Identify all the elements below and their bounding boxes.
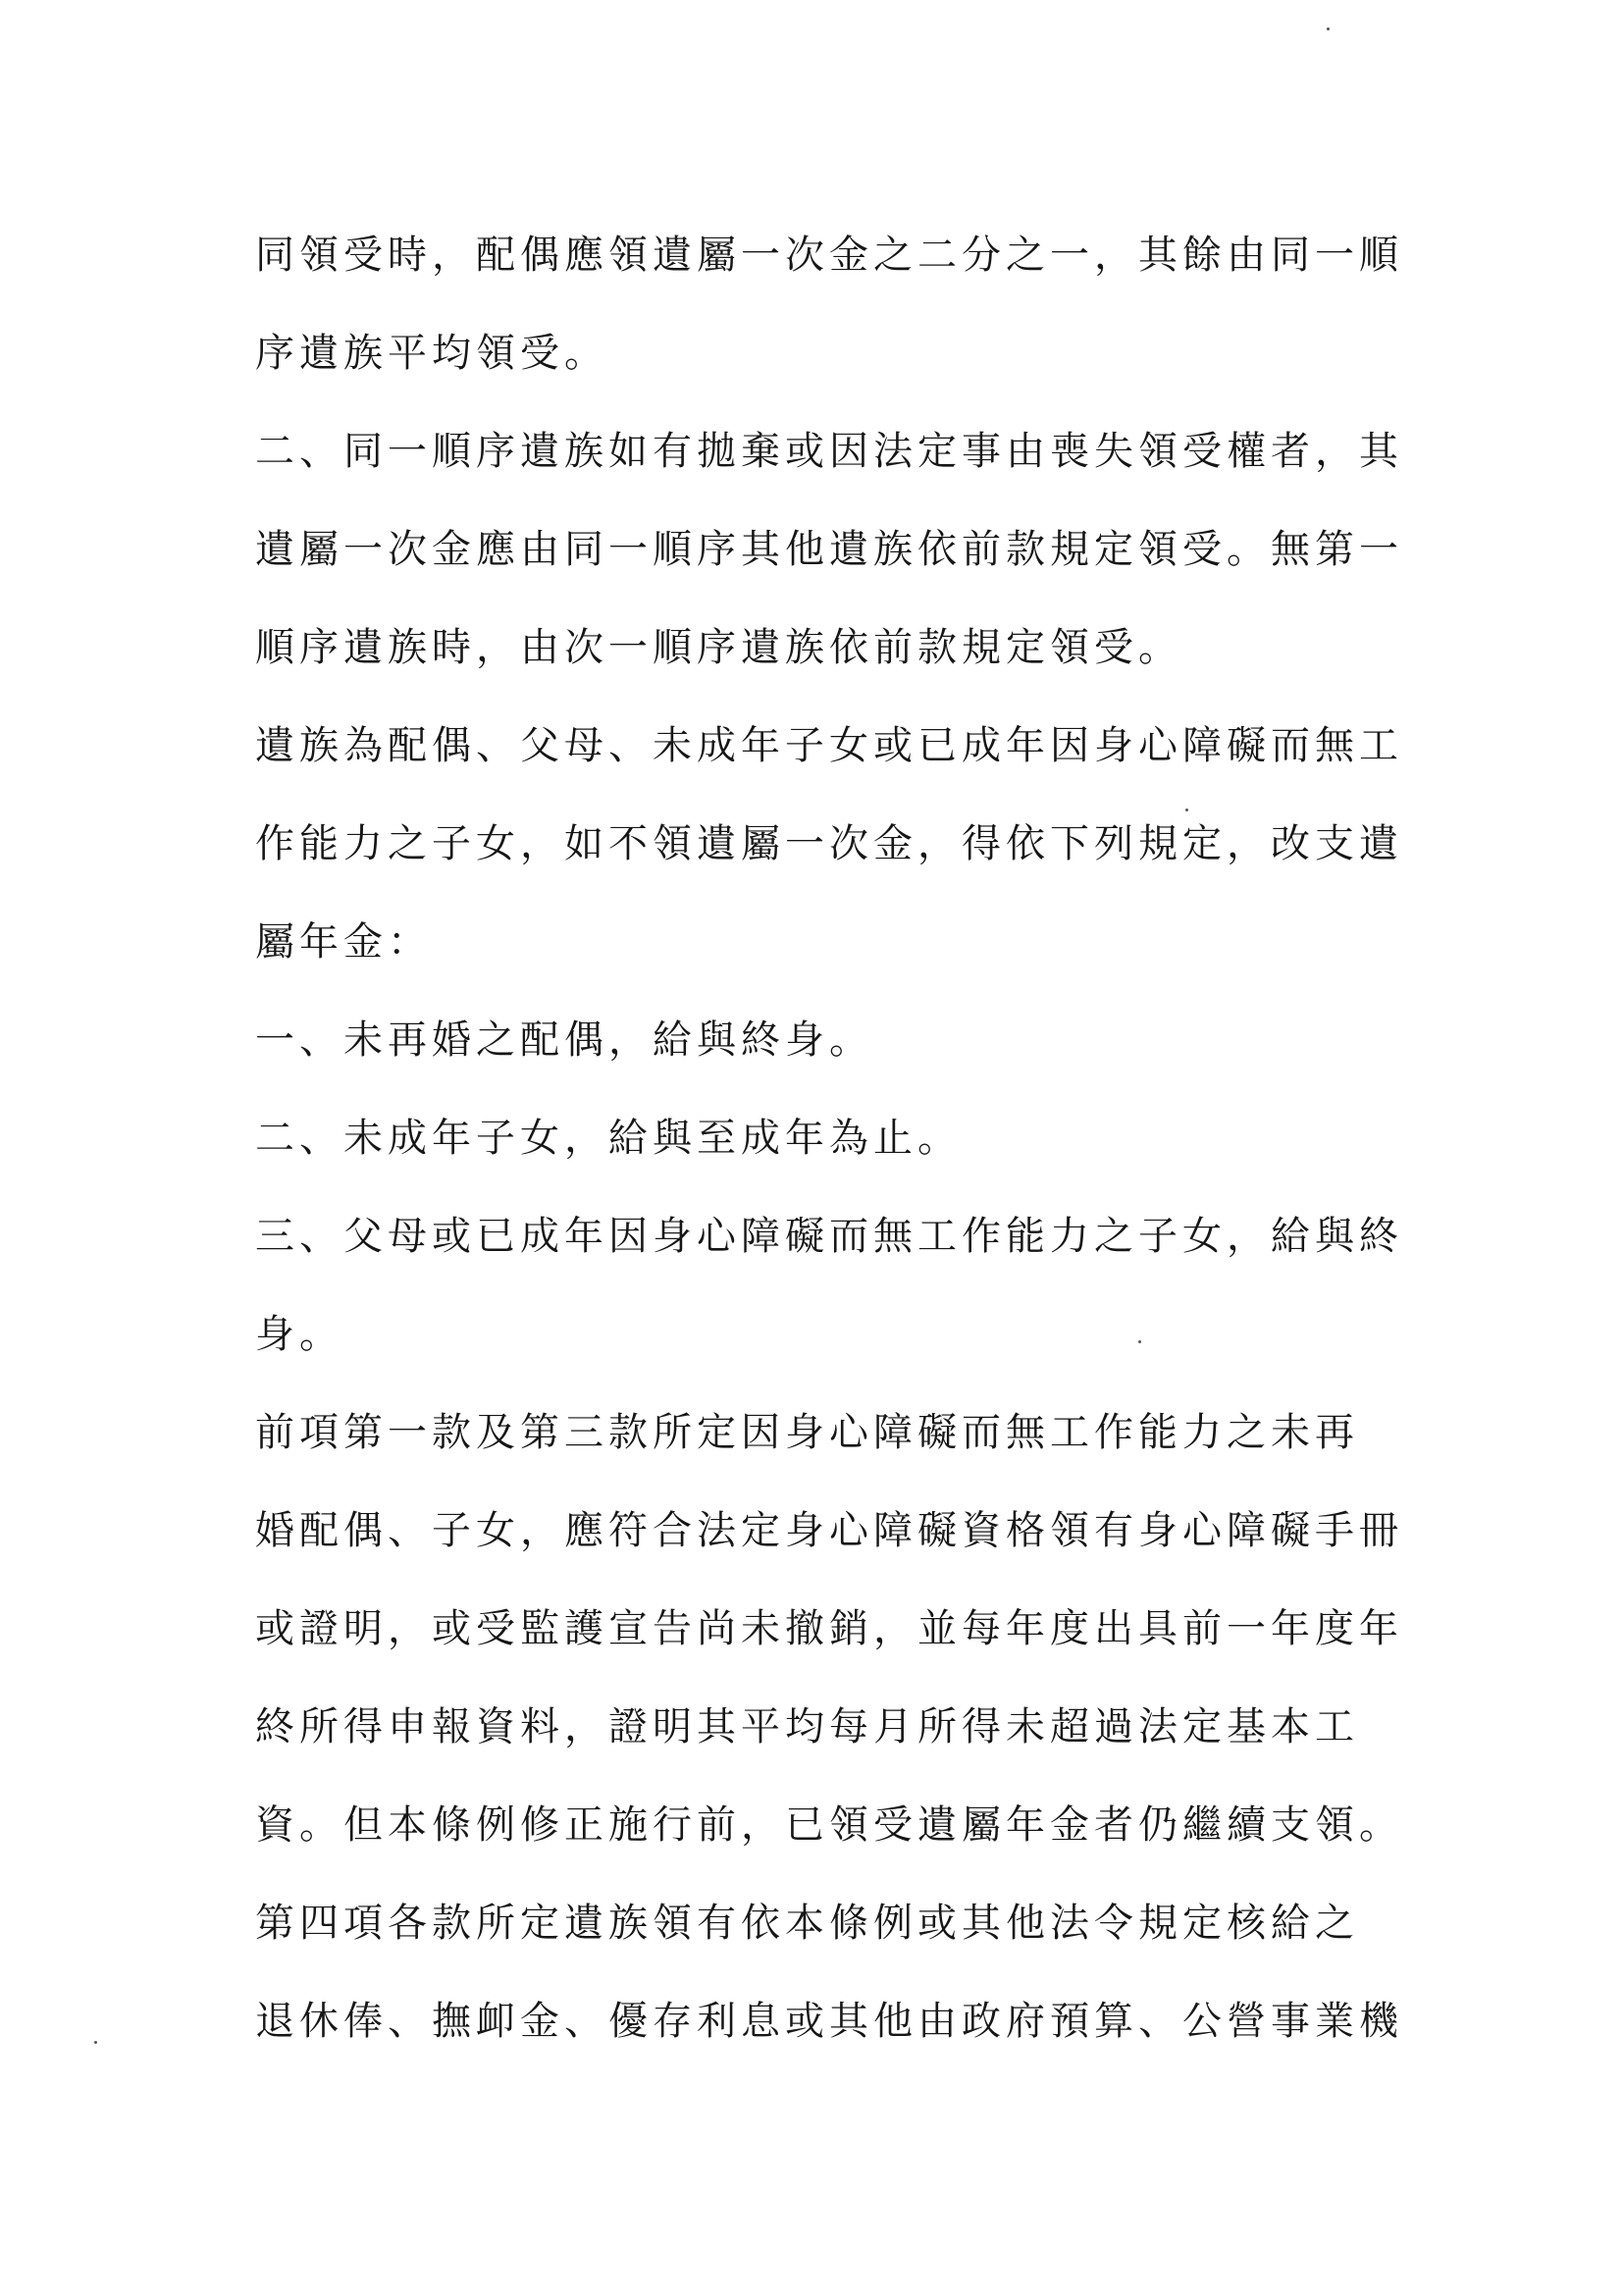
text-line: 婚配偶、子女，應符合法定身心障礙資格領有身心障礙手冊 bbox=[255, 1508, 1403, 1553]
text-line: 順序遺族時，由次一順序遺族依前款規定領受。 bbox=[255, 625, 1182, 670]
scan-speck bbox=[1327, 27, 1330, 30]
text-line: 二、未成年子女，給與至成年為止。 bbox=[255, 1116, 962, 1161]
text-line: 遺屬一次金應由同一順序其他遺族依前款規定領受。無第一 bbox=[255, 527, 1403, 572]
scan-speck bbox=[94, 2041, 97, 2044]
text-line: 前項第一款及第三款所定因身心障礙而無工作能力之未再 bbox=[255, 1410, 1359, 1455]
text-line: 同領受時，配偶應領遺屬一次金之二分之一，其餘由同一順 bbox=[255, 233, 1403, 278]
text-line: 或證明，或受監護宣告尚未撤銷，並每年度出具前一年度年 bbox=[255, 1606, 1403, 1651]
text-line: 終所得申報資料，證明其平均每月所得未超過法定基本工 bbox=[255, 1704, 1359, 1749]
text-line: 二、同一順序遺族如有拋棄或因法定事由喪失領受權者，其 bbox=[255, 429, 1403, 474]
text-line: 作能力之子女，如不領遺屬一次金，得依下列規定，改支遺 bbox=[255, 821, 1403, 866]
text-line: 退休俸、撫卹金、優存利息或其他由政府預算、公營事業機 bbox=[255, 1999, 1403, 2044]
text-line: 一、未再婚之配偶，給與終身。 bbox=[255, 1018, 873, 1063]
text-line: 三、父母或已成年因身心障礙而無工作能力之子女，給與終 bbox=[255, 1214, 1403, 1259]
text-line: 序遺族平均領受。 bbox=[255, 331, 608, 376]
text-line: 資。但本條例修正施行前，已領受遺屬年金者仍繼續支領。 bbox=[255, 1802, 1403, 1848]
text-line: 身。 bbox=[255, 1312, 343, 1357]
document-body bbox=[255, 222, 1403, 2086]
text-line: 第四項各款所定遺族領有依本條例或其他法令規定核給之 bbox=[255, 1901, 1359, 1946]
text-line: 屬年金： bbox=[255, 919, 432, 965]
text-line: 遺族為配偶、父母、未成年子女或已成年因身心障礙而無工 bbox=[255, 723, 1403, 768]
